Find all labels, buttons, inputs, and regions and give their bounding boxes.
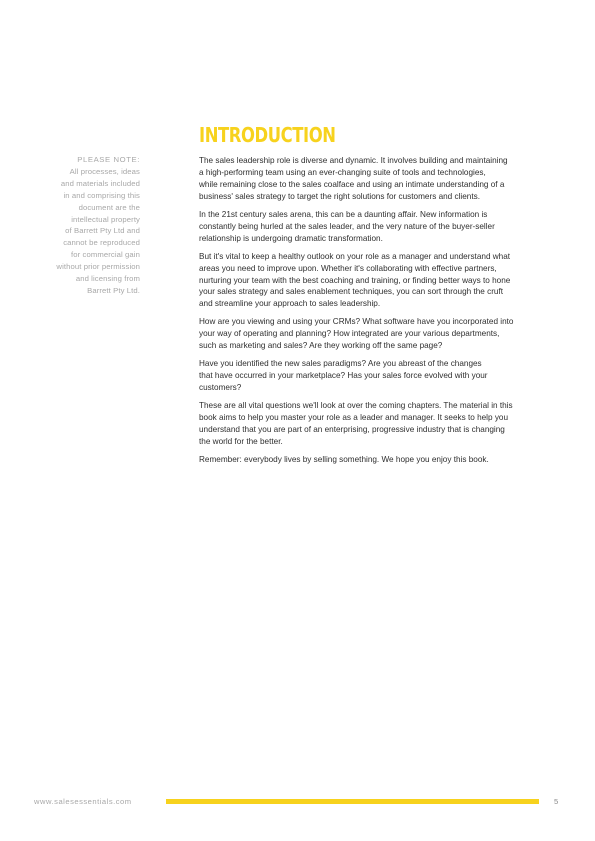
please-note-line: and materials included <box>60 178 140 188</box>
please-note-line: in and comprising this <box>63 190 140 200</box>
text-line: nurturing your team with the best coaching and training, or finding better ways to hone <box>199 275 511 285</box>
paragraph <box>199 454 565 466</box>
page-number: 5 <box>554 797 559 806</box>
section-heading: INTRODUCTION <box>199 123 336 147</box>
text-line: These are all vital questions we'll look at over the coming chapters. The material in this <box>199 401 513 411</box>
please-note-line: document are the <box>78 202 140 212</box>
text-line: while remaining close to the sales coalface and using an intimate understanding of a <box>199 179 505 189</box>
paragraph <box>199 400 565 448</box>
text-line: the world for the better. <box>199 436 283 446</box>
text-line: customers? <box>199 383 242 393</box>
please-note-line: Barrett Pty Ltd. <box>87 285 140 295</box>
text-line: business' sales strategy to target the right solutions for customers and clients. <box>199 191 480 201</box>
footer-accent-bar <box>166 799 539 804</box>
text-line: Have you identified the new sales paradigms? Are you abreast of the changes <box>199 359 482 369</box>
please-note-sidebar <box>28 154 140 297</box>
please-note-line: intellectual property <box>71 214 140 224</box>
text-line: In the 21st century sales arena, this can be a daunting affair. New information is <box>199 209 488 219</box>
text-line: relationship is undergoing dramatic transformation. <box>199 233 383 243</box>
text-line: constantly being hurled at the sales leader, and the very nature of the buyer-seller <box>199 221 495 231</box>
please-note-line: of Barrett Pty Ltd and <box>65 226 140 236</box>
please-note-line: cannot be reproduced <box>63 238 140 248</box>
text-line: understand that you are part of an enterprising, progressive industry that is changing <box>199 425 505 435</box>
paragraph <box>199 209 565 245</box>
text-line: The sales leadership role is diverse and dynamic. It involves building and maintaining <box>199 156 508 165</box>
text-line: a high-performing team using an ever-changing suite of tools and technologies, <box>199 167 486 177</box>
text-line: book aims to help you master your role as a leader and manager. It seeks to help you <box>199 413 509 423</box>
text-line: and streamline your approach to sales leadership. <box>199 299 381 309</box>
please-note-title: PLEASE NOTE: <box>77 155 140 164</box>
text-line: your sales strategy and sales enablement techniques, you can sort through the cruft <box>199 287 504 297</box>
paragraph <box>199 155 565 203</box>
text-line: Remember: everybody lives by selling something. We hope you enjoy this book. <box>199 455 489 465</box>
please-note-line: and licensing from <box>75 274 140 284</box>
text-line: areas you need to improve upon. Whether it's collaborating with effective partners, <box>199 263 497 273</box>
paragraph <box>199 358 565 394</box>
introduction-body <box>199 155 565 472</box>
text-line: your way of operating and planning? How integrated are your various departments, <box>199 329 500 339</box>
footer-website-link[interactable]: www.salesessentials.com <box>34 797 132 806</box>
paragraph <box>199 316 565 352</box>
please-note-line: without prior permission <box>56 262 140 272</box>
text-line: But it's vital to keep a healthy outlook on your role as a manager and understand what <box>199 251 511 261</box>
text-line: that have occurred in your marketplace? Has your sales force evolved with your <box>199 371 488 381</box>
text-line: such as marketing and sales? Are they working off the same page? <box>199 341 443 351</box>
please-note-line: All processes, ideas <box>69 166 140 176</box>
please-note-line: for commercial gain <box>71 250 140 260</box>
text-line: How are you viewing and using your CRMs? What software have you incorporated into <box>199 317 514 327</box>
paragraph <box>199 251 565 311</box>
